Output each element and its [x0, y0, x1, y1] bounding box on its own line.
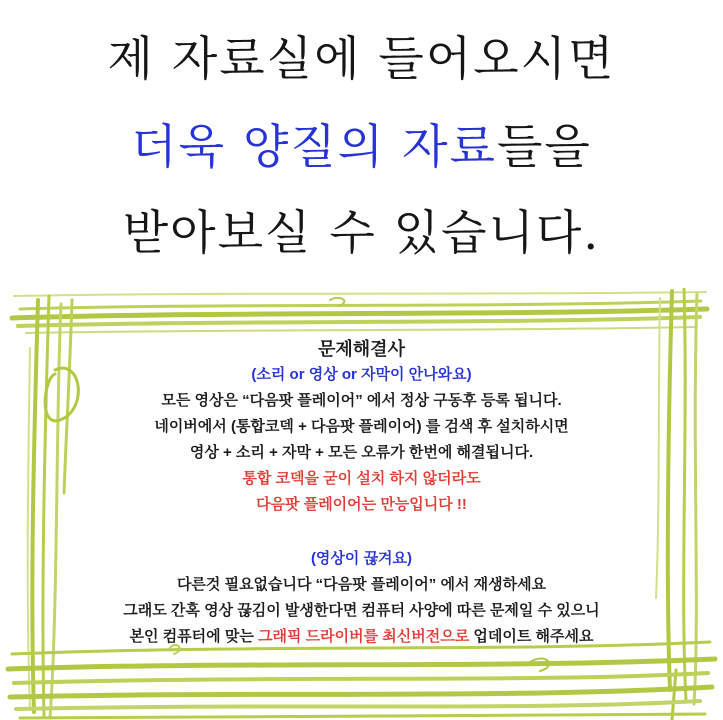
notice-title: 문제해결사: [318, 339, 405, 359]
last-line-suffix: 업데이트 해주세요: [469, 628, 594, 645]
section2-last-line: [0, 624, 723, 650]
last-line-prefix: 본인 컴퓨터에 맞는: [129, 628, 258, 645]
section1-emphasis-1: 통합 코덱을 굳이 설치 하지 않더라도: [242, 470, 481, 487]
header-line-2-highlight: 더욱 양질의 자료: [131, 120, 497, 175]
header-line-1: 제 자료실에 들어오시면: [107, 32, 616, 87]
last-line-highlight: 그래픽 드라이버를 최신버전으로: [257, 628, 470, 645]
section1-subtitle: (소리 or 영상 or 자막이 안나와요): [251, 366, 472, 383]
header-line-2: [0, 110, 723, 177]
section2-line-2: 그래도 간혹 영상 끊김이 발생한다면 컴퓨터 사양에 따른 문제일 수 있으니: [123, 602, 600, 619]
notice-box: [0, 336, 723, 650]
header-line-2-rest: 들을: [496, 120, 592, 175]
section1-line-2: 네이버에서 (통합코덱 + 다음팟 플레이어) 를 검색 후 설치하시면: [154, 418, 569, 435]
section1-emphasis-2: 다음팟 플레이어는 만능입니다 !!: [256, 496, 467, 513]
section1-line-1: 모든 영상은 “다음팟 플레이어” 에서 정상 구동후 등록 됩니다.: [161, 392, 562, 409]
section2-line-1: 다른것 필요없습니다 “다음팟 플레이어” 에서 재생하세요: [176, 576, 547, 593]
section1-line-3: 영상 + 소리 + 자막 + 모든 오류가 한번에 해결됩니다.: [189, 444, 534, 461]
header-line-3: 받아보실 수 있습니다.: [122, 206, 601, 261]
section2-subtitle: (영상이 끊겨요): [310, 550, 413, 567]
